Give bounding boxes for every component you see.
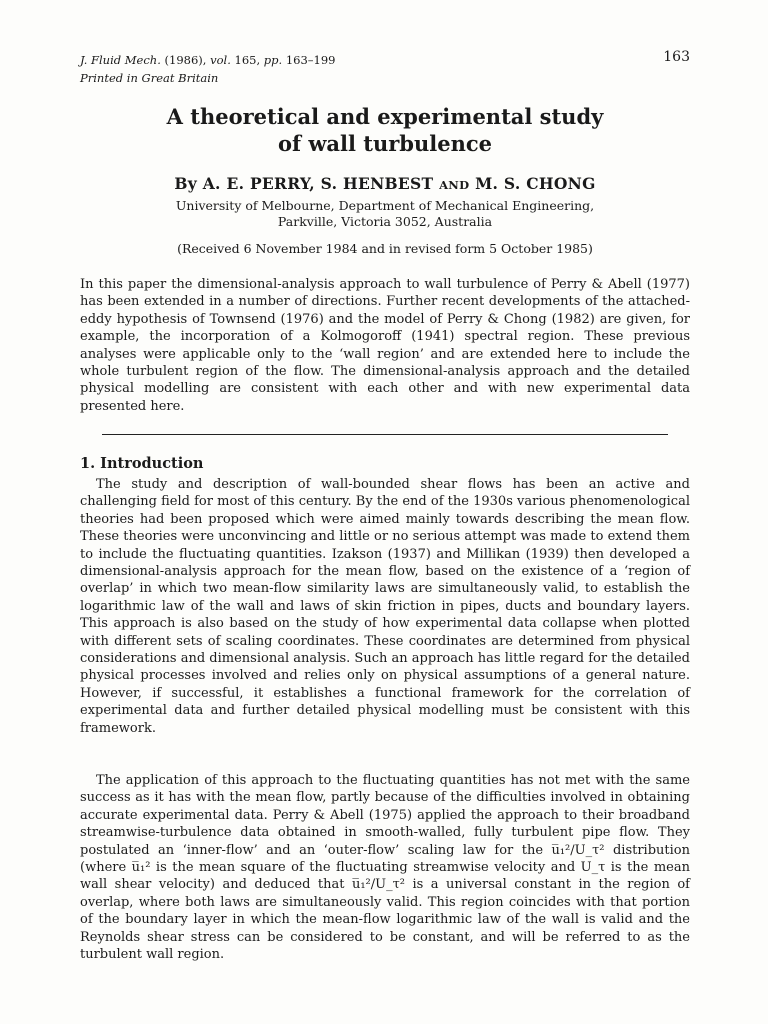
page-number: 163 bbox=[663, 49, 690, 65]
journal-vol-label: vol. bbox=[210, 53, 231, 67]
journal-name: J. Fluid Mech. bbox=[80, 53, 161, 67]
printed-in: Printed in Great Britain bbox=[80, 71, 219, 85]
title-line-2: of wall turbulence bbox=[277, 131, 493, 156]
title-line-1: A theoretical and experimental study bbox=[166, 104, 604, 129]
journal-year: (1986), bbox=[160, 53, 211, 67]
affiliation-line-1: University of Melbourne, Department of Mechanical Engineering, bbox=[175, 198, 595, 213]
intro-paragraph-2: The application of this approach to the fluctuating quantities has not met with the same success as it has with the mean flow, partly because of the difficulties involved in obtaining accurate experimental data. Perry & Abell (1975) applied the approach to their broadband streamwise-turbulence data obtained in smooth-walled, fully turbulent pipe flow. They postulated an ‘inner-flow’ and an ‘outer-flow’ scaling law for the u̅₁²/U_τ² distribution (where u̅₁² is the mean square of the fluctuating streamwise velocity and U_τ is the mean wall shear velocity) and deduced that u̅₁²/U_τ² is a universal constant in the region of overlap, where both laws are simultaneously valid. This region coincides with that portion of the boundary layer in which the mean-flow logarithmic law of the wall is valid and the Reynolds shear stress can be considered to be constant, and will be referred to as the turbulent wall region. bbox=[80, 773, 690, 963]
abstract: In this paper the dimensional-analysis approach to wall turbulence of Perry & Abell (1977) has been extended in a number of directions. Further recent developments of the attached-eddy hypothesis of Townsend (1976) and the model of Perry & Chong (1982) are given, for example, the incorporation of a Kolmogoroff (1941) spectral region. These previous analyses were applicable only to the ‘wall region’ and are extended here to include the whole turbulent region of the flow. The dimensional-analysis approach and the detailed physical modelling are consistent with each other and with new experimental data presented here. bbox=[80, 277, 690, 414]
journal-volume: 165, bbox=[230, 53, 264, 67]
intro-paragraph-1: The study and description of wall-bounded shear flows has been an active and challenging field for most of this century. By the end of the 1930s various phenomenological theories had been proposed which were aimed mainly towards describing the mean flow. These theories were unconvincing and little or no serious attempt was made to extend them to include the fluctuating quantities. Izakson (1937) and Millikan (1939) then developed a dimensional-analysis approach for the mean flow, based on the existence of a ‘region of overlap’ in which two mean-flow similarity laws are simultaneously valid, to establish the logarithmic law of the wall and laws of skin friction in pipes, ducts and boundary layers. This approach is also based on the study of how experimental data collapse when plotted with different sets of scaling coordinates. These coordinates are determined from physical considerations and dimensional analysis. Such an approach has little regard for the detailed physical processes involved and relies only on physical assumptions of a general nature. However, if successful, it establishes a functional framework for the correlation of experimental data and further detailed physical modelling must be consistent with this framework. bbox=[80, 477, 690, 736]
journal-citation bbox=[80, 52, 335, 68]
author-and: AND bbox=[439, 178, 470, 192]
author-names-1: A. E. PERRY, S. HENBEST bbox=[202, 174, 440, 193]
journal-pages: 163–199 bbox=[282, 53, 336, 67]
paper-title bbox=[80, 103, 690, 157]
author-names-2: M. S. CHONG bbox=[469, 174, 596, 193]
affiliation-line-2: Parkville, Victoria 3052, Australia bbox=[277, 214, 493, 229]
section-heading: 1. Introduction bbox=[80, 455, 204, 472]
abstract-divider bbox=[102, 434, 668, 435]
journal-pp-label: pp. bbox=[263, 53, 283, 67]
author-line bbox=[80, 174, 690, 193]
received-date: (Received 6 November 1984 and in revised form 5 October 1985) bbox=[177, 241, 593, 256]
affiliation bbox=[80, 198, 690, 230]
author-by: By bbox=[174, 174, 203, 193]
